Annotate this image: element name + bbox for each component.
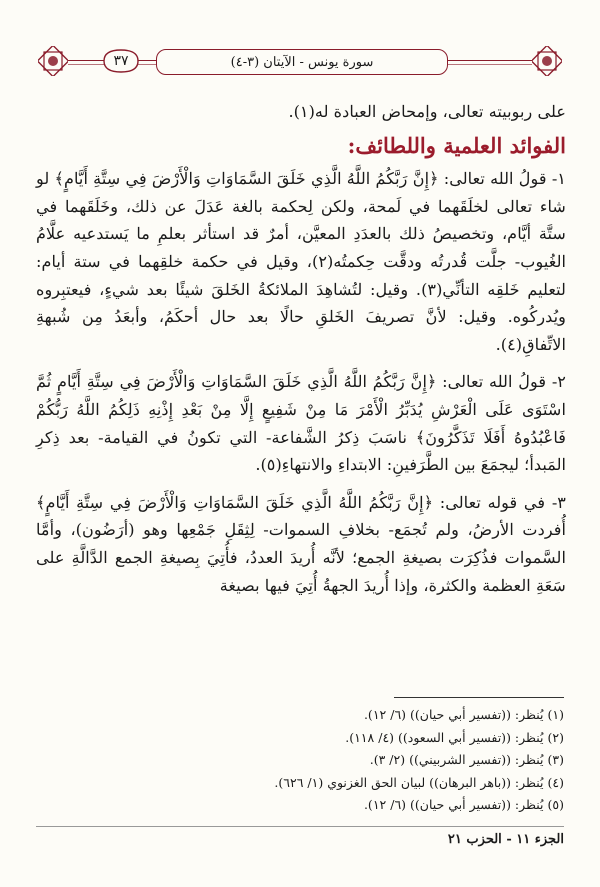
footer-divider [36, 826, 564, 827]
page-number: ٣٧ [100, 47, 142, 75]
paragraph-1: ١- قولُ الله تعالى: ﴿إِنَّ رَبَّكُمُ اللَّهُ الَّذِي خَلَقَ السَّمَاوَاتِ وَالْأَرْضَ فِي سِتَّةِ أَيَّامٍ﴾ لو شاء تعالى لخلَقَهما في لَمحة، ولكن لِحكمة بالغة عَدَلَ عن ذلك، وخَلَقَهما في ستَّة أيَّام، وتخصيصُ ذلك بالعدَدِ المعيَّن، أمرٌ قد استأثر بعلمِ ما يَستدعيه علَّامُ الغُيوب- جلَّت قُدرتُه ودقَّت حِكمتُه(٢)، وقيل في حكمة خلقِهما في ستة أيام: لتعليم خَلقِه التأنِّي(٣). وقيل: لتُشاهِدَ الملائكةُ الخَلقَ شيئًا بعد شيءٍ، فيعتبِروه ويُدركُوه. وقيل: لأنَّ تصريفَ الخَلقِ حالًا بعد حال أحكَمُ، وأبعَدُ مِن شُبهةِ الاتِّفاقِ(٤). [36, 169, 566, 354]
footnote: (١) يُنظر: ((تفسير أبي حيان)) (٦/ ١٢). [363, 707, 564, 722]
section-title: الفوائد العلمية واللطائف: [347, 132, 566, 158]
footnotes [36, 704, 564, 817]
footnote: (٥) يُنظر: ((تفسير أبي حيان)) (٦/ ١٢). [363, 797, 564, 812]
main-text [36, 98, 566, 609]
footnote: (٣) يُنظر: ((تفسير الشربيني)) (٢/ ٣). [369, 752, 564, 767]
page-footer: الجزء ١١ - الحزب ٢١ [447, 832, 564, 847]
footnote-divider [394, 697, 564, 698]
opening-line: على ربوبيته تعالى، وإمحاض العبادة له(١). [288, 102, 566, 121]
page-header [38, 44, 562, 78]
footnote: (٢) يُنظر: ((تفسير أبي السعود)) (٤/ ١١٨). [345, 729, 564, 745]
surah-label: سورة يونس - الآيتان (٣-٤) [156, 49, 448, 75]
paragraph-2: ٢- قولُ الله تعالى: ﴿إِنَّ رَبَّكُمُ اللَّهُ الَّذِي خَلَقَ السَّمَاوَاتِ وَالْأَرْضَ فِي سِتَّةِ أَيَّامٍ ثُمَّ اسْتَوَى عَلَى الْعَرْشِ يُدَبِّرُ الْأَمْرَ مَا مِنْ شَفِيعٍ إِلَّا مِنْ بَعْدِ إِذْنِهِ ذَلِكُمُ اللَّهُ رَبُّكُمْ فَاعْبُدُوهُ أَفَلَا تَذَكَّرُونَ﴾ ناسَبَ ذِكرُ الشَّفاعة- التي تكونُ في القيامة- بعد ذِكرِ المَبدأ؛ ليجمَعَ بين الطَّرَفينِ: الابتداءِ والانتهاءِ(٥). [36, 372, 566, 475]
footnote: (٤) يُنظر: ((باهر البرهان)) لبيان الحق الغزنوي (١/ ٦٢٦). [274, 774, 564, 790]
ornament-icon [38, 46, 68, 76]
ornament-icon [532, 46, 562, 76]
paragraph-3: ٣- في قوله تعالى: ﴿إِنَّ رَبَّكُمُ اللَّهُ الَّذِي خَلَقَ السَّمَاوَاتِ وَالْأَرْضَ فِي سِتَّةِ أَيَّامٍ﴾ أُفردت الأرضُ، ولم تُجمَع- بخلافِ السموات- لِثِقَلِ جَمْعِها وهو (أرَضُون)، وأمَّا السَّموات فذُكِرَت بصيغةِ الجمع؛ لأنَّه أُريدَ العددُ، فأُتِيَ بِصيغةِ الجمع الدَّالَّةِ على سَعَةِ العظمة والكثرة، وإذا أُريدَ الجهةُ أُتِيَ فيها بصيغة [36, 492, 566, 595]
